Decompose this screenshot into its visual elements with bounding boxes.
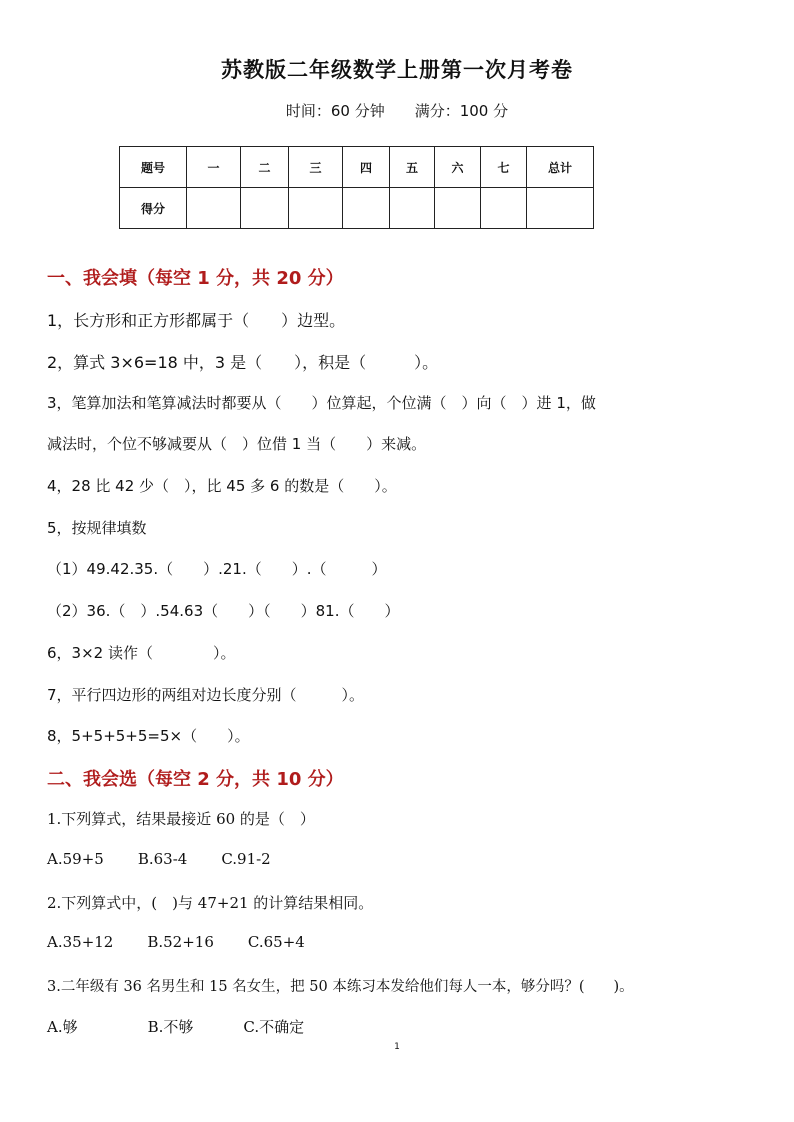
exam-full-score: 满分：100 分	[414, 102, 509, 120]
question-line: 6，3×2 读作（ ）。	[47, 644, 236, 662]
score-input-cell[interactable]	[241, 188, 289, 229]
exam-time: 时间：60 分钟	[285, 102, 385, 120]
mc-option[interactable]: B.63-4	[137, 850, 188, 868]
score-table-score-row	[120, 188, 594, 229]
mc-options	[47, 850, 305, 868]
mc-option[interactable]: B.52+16	[147, 933, 214, 951]
section-title-fill: 一、我会填（每空 1 分，共 20 分）	[47, 268, 344, 289]
score-input-cell[interactable]	[527, 188, 594, 229]
score-cell: 题号	[120, 147, 187, 188]
exam-title: 苏教版二年级数学上册第一次月考卷	[221, 58, 573, 82]
mc-question: 2.下列算式中，( )与 47+21 的计算结果相同。	[47, 894, 374, 912]
score-cell: 五	[390, 147, 435, 188]
section-title-choose: 二、我会选（每空 2 分，共 10 分）	[47, 769, 344, 790]
score-cell: 七	[481, 147, 527, 188]
mc-option[interactable]: A.59+5	[47, 850, 104, 868]
mc-question: 1.下列算式，结果最接近 60 的是（ ）	[47, 810, 315, 828]
score-cell: 总计	[527, 147, 594, 188]
question-line: 减法时，个位不够减要从（ ）位借 1 当（ ）来减。	[47, 435, 427, 453]
page-number: 1	[394, 1042, 400, 1052]
question-line: 3，笔算加法和笔算减法时都要从（ ）位算起，个位满（ ）向（ ）进 1，做	[47, 394, 596, 412]
score-cell: 得分	[120, 188, 187, 229]
mc-options	[47, 1016, 338, 1037]
mc-option[interactable]: B.不够	[147, 1018, 194, 1036]
question-line: （1）49.42.35.（ ）.21.（ ）.（ ）	[47, 560, 387, 578]
question-line: 8，5+5+5+5=5×（ ）。	[47, 727, 250, 745]
score-input-cell[interactable]	[343, 188, 390, 229]
score-input-cell[interactable]	[481, 188, 527, 229]
score-input-cell[interactable]	[187, 188, 241, 229]
score-cell: 四	[343, 147, 390, 188]
question-line: 1，长方形和正方形都属于（ ）边型。	[47, 311, 346, 330]
question-line: 4，28 比 42 少（ ），比 45 多 6 的数是（ ）。	[47, 477, 397, 495]
exam-subtitle	[0, 100, 794, 121]
score-cell: 三	[289, 147, 343, 188]
mc-option[interactable]: C.91-2	[221, 850, 271, 868]
score-input-cell[interactable]	[435, 188, 481, 229]
question-line: （2）36.（ ）.54.63（ ）（ ）81.（ ）	[47, 602, 400, 620]
score-cell: 二	[241, 147, 289, 188]
question-line: 5，按规律填数	[47, 519, 147, 537]
score-cell: 一	[187, 147, 241, 188]
mc-option[interactable]: C.65+4	[247, 933, 305, 951]
score-input-cell[interactable]	[390, 188, 435, 229]
question-line: 7，平行四边形的两组对边长度分别（ ）。	[47, 686, 365, 704]
mc-question: 3.二年级有 36 名男生和 15 名女生，把 50 本练习本发给他们每人一本，够分吗？( )。	[47, 979, 634, 995]
score-cell: 六	[435, 147, 481, 188]
score-table-header-row	[120, 147, 594, 188]
score-input-cell[interactable]	[289, 188, 343, 229]
question-line: 2，算式 3×6=18 中，3 是（ ），积是（ ）。	[47, 353, 439, 372]
score-table	[119, 146, 594, 229]
mc-option[interactable]: A.够	[47, 1018, 78, 1036]
mc-options	[47, 933, 339, 951]
mc-option[interactable]: C.不确定	[243, 1018, 305, 1036]
mc-option[interactable]: A.35+12	[47, 933, 114, 951]
